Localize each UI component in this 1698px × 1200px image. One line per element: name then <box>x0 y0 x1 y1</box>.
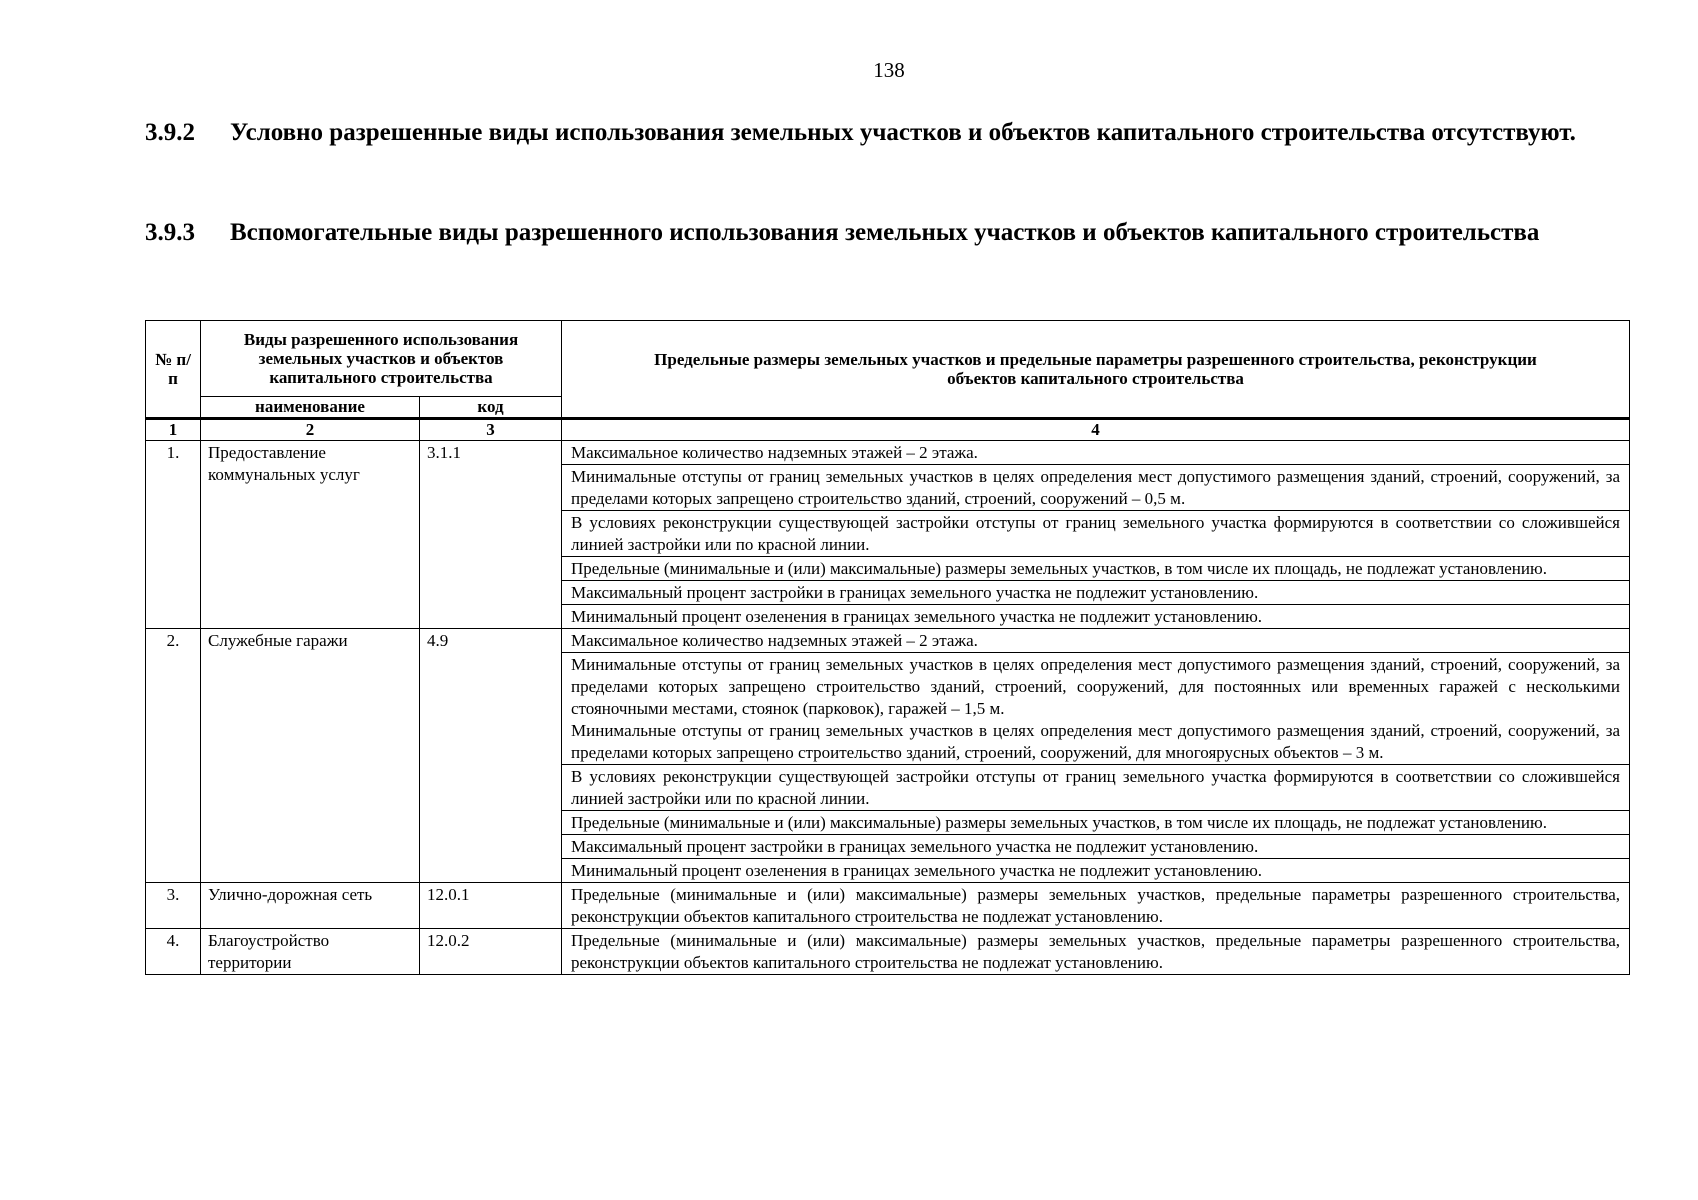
parameter-text: Максимальный процент застройки в границах земельного участка не подлежит установлению. <box>562 835 1630 859</box>
column-index: 3 <box>420 419 562 441</box>
land-use-code: 12.0.1 <box>420 883 562 929</box>
table-row <box>146 629 1630 653</box>
parameter-text: Минимальный процент озеленения в границах земельного участка не подлежит установлению. <box>562 605 1630 629</box>
row-number: 2. <box>146 629 201 883</box>
section-title: Вспомогательные виды разрешенного использования земельных участков и объектов капитального строительства <box>230 219 1540 246</box>
header-land-use-types: Виды разрешенного использования земельных участков и объектов капитального строительства <box>201 321 562 397</box>
row-number: 4. <box>146 929 201 975</box>
land-use-code: 12.0.2 <box>420 929 562 975</box>
parameter-text: Предельные (минимальные и (или) максимальные) размеры земельных участков, предельные параметры разрешенного строительства, реконструкции объектов капитального строительства не подлежат установлению. <box>562 929 1630 975</box>
row-number: 1. <box>146 441 201 629</box>
header-parameters: Предельные размеры земельных участков и предельные параметры разрешенного строительства, реконструкции объектов капитального строительства <box>562 321 1630 419</box>
section-title: Условно разрешенные виды использования земельных участков и объектов капитального строительства отсутствуют. <box>230 119 1576 146</box>
page-number: 138 <box>873 58 905 82</box>
table-row <box>146 929 1630 975</box>
parameter-text: Предельные (минимальные и (или) максимальные) размеры земельных участков, в том числе их площадь, не подлежат установлению. <box>562 811 1630 835</box>
parameter-text: Максимальное количество надземных этажей – 2 этажа. <box>562 629 1630 653</box>
table-row <box>146 441 1630 465</box>
table-row <box>146 883 1630 929</box>
parameter-text: Минимальные отступы от границ земельных участков в целях определения мест допустимого размещения зданий, строений, сооружений, за пределами которых запрещено строительство зданий, строений, сооружений, для постоянных или временных гаражей с несколькими стояночными местами, стоянок (парковок), гаражей – 1,5 м. Минимальные отступы от границ земельных участков в целях определения мест допустимого размещения зданий, строений, сооружений, за пределами которых запрещено строительство зданий, строений, сооружений, для многоярусных объектов – 3 м. <box>562 653 1630 765</box>
parameter-text: Минимальные отступы от границ земельных участков в целях определения мест допустимого размещения зданий, строений, сооружений, за пределами которых запрещено строительство зданий, строений, сооружений – 0,5 м. <box>562 465 1630 511</box>
parameter-text: В условиях реконструкции существующей застройки отступы от границ земельного участка формируются в соответствии со сложившейся линией застройки или по красной линии. <box>562 511 1630 557</box>
land-use-code: 3.1.1 <box>420 441 562 629</box>
parameter-text: Максимальный процент застройки в границах земельного участка не подлежит установлению. <box>562 581 1630 605</box>
parameter-text: В условиях реконструкции существующей застройки отступы от границ земельного участка формируются в соответствии со сложившейся линией застройки или по красной линии. <box>562 765 1630 811</box>
column-index: 1 <box>146 419 201 441</box>
parameter-text: Предельные (минимальные и (или) максимальные) размеры земельных участков, в том числе их площадь, не подлежат установлению. <box>562 557 1630 581</box>
section-heading-3-9-2 <box>145 116 1630 150</box>
parameter-text: Предельные (минимальные и (или) максимальные) размеры земельных участков, предельные параметры разрешенного строительства, реконструкции объектов капитального строительства не подлежат установлению. <box>562 883 1630 929</box>
row-number: 3. <box>146 883 201 929</box>
parameter-text: Минимальный процент озеленения в границах земельного участка не подлежит установлению. <box>562 859 1630 883</box>
land-use-table <box>145 320 1630 975</box>
land-use-name: Благоустройство территории <box>201 929 420 975</box>
land-use-name: Улично-дорожная сеть <box>201 883 420 929</box>
land-use-name: Предоставление коммунальных услуг <box>201 441 420 629</box>
header-name: наименование <box>201 396 420 418</box>
land-use-name: Служебные гаражи <box>201 629 420 883</box>
section-number: 3.9.3 <box>145 219 195 246</box>
section-number: 3.9.2 <box>145 119 195 146</box>
land-use-code: 4.9 <box>420 629 562 883</box>
column-index: 2 <box>201 419 420 441</box>
parameter-text: Максимальное количество надземных этажей – 2 этажа. <box>562 441 1630 465</box>
header-code: код <box>420 396 562 418</box>
column-index: 4 <box>562 419 1630 441</box>
header-number: № п/п <box>146 321 201 419</box>
section-heading-3-9-3 <box>145 216 1630 250</box>
